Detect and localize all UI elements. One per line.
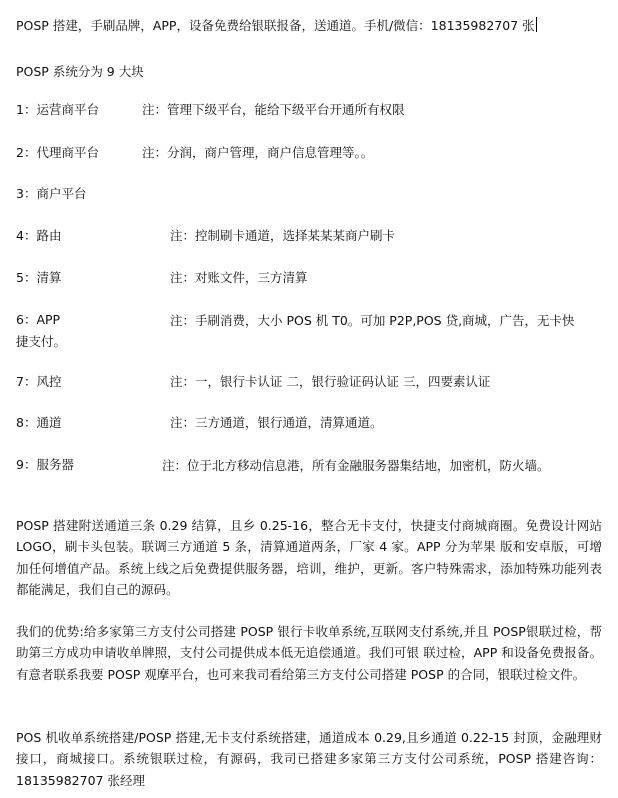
module-note: 注：一，银行卡认证 二，银行验证码认证 三，四要素认证: [170, 374, 491, 389]
header-line: [16, 16, 604, 36]
module-label: 4：路由: [16, 228, 62, 243]
module-item: [16, 226, 604, 246]
module-item: [16, 143, 604, 163]
module-note-wrapped: 注：手刷消费，大小 POS 机 T0。可加 P2P,POS 贷,商城，广告，无卡快捷支付。: [16, 313, 575, 350]
module-label: 9：服务器: [16, 457, 74, 472]
module-note-wrapped: 注：位于北方移动信息港，所有金融服务器集结地，加密机，防火墙。: [162, 458, 550, 473]
module-note: 注：对账文件，三方清算: [170, 270, 308, 285]
intro-text: POSP 系统分为 9 大块: [16, 64, 144, 79]
module-label: 3：商户平台: [16, 186, 87, 201]
module-label: 7：风控: [16, 374, 62, 389]
module-label: 5：清算: [16, 270, 62, 285]
module-note: 注：控制刷卡通道，选择某某某商户刷卡: [170, 228, 396, 243]
paragraph-offer: POSP 搭建附送通道三条 0.29 结算，且乡 0.25-16，整合无卡支付，快捷支付商城商圈。免费设计网站 LOGO，刷卡头包装。联调三方通道 5 条，清算通道两条，厂家 4 家。APP 分为苹果 版和安卓版，可增加任何增值产品。系统上线之后免费提供服务器，培训，维护，更新。客户特殊需求，添加特殊功能列表都能满足，我们自己的源码。: [16, 518, 602, 597]
module-label: 8：通道: [16, 415, 62, 430]
intro-line: [16, 62, 604, 82]
header-text: POSP 搭建，手刷品牌，APP，设备免费给银联报备，送通道。手机/微信：18135982707 张: [16, 18, 535, 33]
module-note: 注：分润，商户管理，商户信息管理等。。: [142, 145, 374, 160]
module-label: 2：代理商平台: [16, 145, 99, 160]
module-item: [16, 100, 604, 120]
paragraph-contact: POS 机收单系统搭建/POSP 搭建,无卡支付系统搭建，通道成本 0.29,且乡通道 0.22-15 封顶，金融理财接口，商城接口。系统银联过检，有源码，我司已搭建多家第三方支付公司系统，POSP 搭建咨询：18135982707 张经理: [16, 730, 602, 788]
text-cursor: [536, 17, 537, 32]
module-label: 1：运营商平台: [16, 102, 99, 117]
module-note: 注：三方通道，银行通道，清算通道。: [170, 415, 383, 430]
paragraph-advantages: 我们的优势:给多家第三方支付公司搭建 POSP 银行卡收单系统,互联网支付系统,并且 POSP银联过检，帮助第三方成功申请收单牌照，支付公司提供成本低无追偿通道。我们可银 联过检，APP 和设备免费报备。有意者联系我要 POSP 观摩平台，也可来我司看给第三方支付公司搭建 POSP 的合同，银联过检文件。: [16, 624, 602, 682]
module-label: 6：APP: [16, 312, 61, 327]
module-item: [16, 372, 604, 392]
module-item: [16, 268, 604, 288]
module-item: [16, 184, 604, 204]
module-item: [16, 413, 604, 433]
module-note: 注：管理下级平台，能给下级平台开通所有权限: [142, 102, 405, 117]
